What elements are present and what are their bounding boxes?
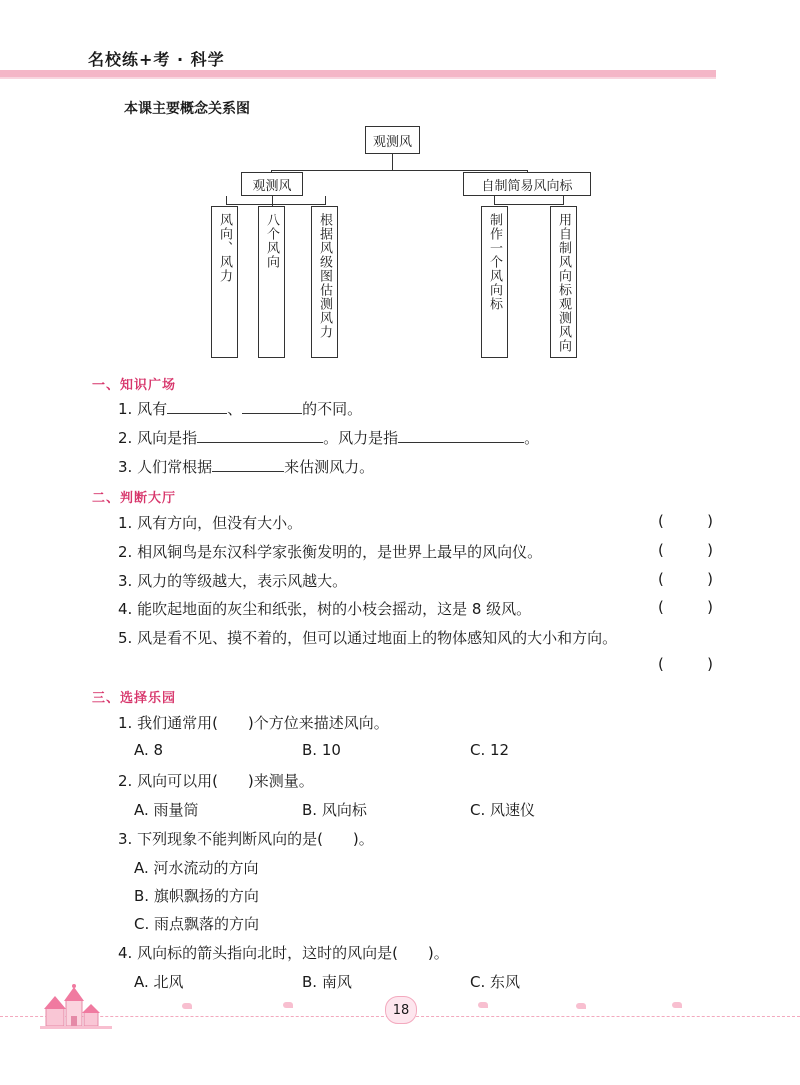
connector bbox=[563, 196, 564, 205]
connector bbox=[392, 154, 393, 170]
connector bbox=[272, 196, 273, 206]
choice-option[interactable]: A. 北风 bbox=[134, 973, 184, 991]
judge-question: 4. 能吹起地面的灰尘和纸张，树的小枝会摇动，这是 8 级风。 bbox=[118, 600, 532, 618]
answer-parens[interactable] bbox=[658, 570, 713, 588]
answer-blank[interactable] bbox=[167, 399, 227, 414]
answer-parens[interactable] bbox=[658, 512, 713, 530]
choice-option[interactable]: C. 12 bbox=[470, 741, 510, 759]
concept-leaf bbox=[211, 206, 238, 358]
fill-question-2 bbox=[118, 427, 539, 448]
answer-blank[interactable] bbox=[398, 428, 524, 443]
concept-leaf-text: 八个风向 bbox=[264, 213, 279, 269]
choice-question: 4. 风向标的箭头指向北时，这时的风向是( )。 bbox=[118, 944, 449, 962]
sprout-icon bbox=[478, 1002, 488, 1008]
judge-question: 2. 相风铜鸟是东汉科学家张衡发明的，是世界上最早的风向仪。 bbox=[118, 543, 543, 561]
concept-leaf-text: 根据风级图估测风力 bbox=[317, 213, 332, 339]
header-bar-shadow bbox=[0, 77, 716, 79]
paren-open: ( bbox=[658, 598, 664, 616]
concept-map-title: 本课主要概念关系图 bbox=[124, 101, 250, 117]
choice-question: 3. 下列现象不能判断风向的是( )。 bbox=[118, 830, 374, 848]
choice-option[interactable]: A. 河水流动的方向 bbox=[134, 859, 259, 877]
sprout-icon bbox=[672, 1002, 682, 1008]
header-title: 名校练+考 · 科学 bbox=[88, 50, 225, 69]
question-text: 来估测风力。 bbox=[284, 458, 375, 476]
choice-option[interactable]: A. 雨量筒 bbox=[134, 801, 199, 819]
choice-question: 2. 风向可以用( )来测量。 bbox=[118, 772, 314, 790]
judge-question: 3. 风力的等级越大，表示风越大。 bbox=[118, 572, 348, 590]
choice-option[interactable]: B. 风向标 bbox=[302, 801, 367, 819]
connector bbox=[226, 196, 227, 204]
paren-close: ) bbox=[707, 541, 713, 559]
section-title: 三、选择乐园 bbox=[92, 691, 177, 706]
judge-question: 5. 风是看不见、摸不着的，但可以通过地面上的物体感知风的大小和方向。 bbox=[118, 629, 618, 647]
page-number: 18 bbox=[385, 996, 417, 1024]
question-text: 、 bbox=[227, 400, 243, 418]
sprout-icon bbox=[283, 1002, 293, 1008]
question-text: 2. 风向是指 bbox=[118, 429, 198, 447]
answer-parens[interactable] bbox=[658, 598, 713, 616]
question-text: 3. 人们常根据 bbox=[118, 458, 213, 476]
paren-close: ) bbox=[707, 570, 713, 588]
choice-option[interactable]: A. 8 bbox=[134, 741, 164, 759]
connector bbox=[494, 196, 495, 204]
connector bbox=[325, 196, 326, 205]
concept-leaf bbox=[311, 206, 338, 358]
header-bar bbox=[0, 70, 716, 77]
concept-leaf bbox=[258, 206, 285, 358]
sprout-icon bbox=[182, 1003, 192, 1009]
question-text: 。风力是指 bbox=[323, 429, 399, 447]
concept-leaf-text: 制作一个风向标 bbox=[487, 213, 502, 311]
fill-question-1 bbox=[118, 398, 362, 419]
concept-leaf-text: 风向、风力 bbox=[217, 213, 232, 283]
section-title: 二、判断大厅 bbox=[92, 491, 177, 506]
concept-branch-observe: 观测风 bbox=[241, 172, 303, 196]
concept-root: 观测风 bbox=[365, 126, 420, 154]
section-title: 一、知识广场 bbox=[92, 378, 177, 393]
choice-option[interactable]: B. 10 bbox=[302, 741, 341, 759]
choice-option[interactable]: B. 旗帜飘扬的方向 bbox=[134, 887, 259, 905]
concept-leaf bbox=[550, 206, 577, 358]
answer-blank[interactable] bbox=[197, 428, 323, 443]
paren-open: ( bbox=[658, 570, 664, 588]
paren-open: ( bbox=[658, 655, 664, 673]
choice-option[interactable]: C. 风速仪 bbox=[470, 801, 536, 819]
paren-open: ( bbox=[658, 512, 664, 530]
concept-leaf bbox=[481, 206, 508, 358]
sprout-icon bbox=[576, 1003, 586, 1009]
choice-option[interactable]: C. 雨点飘落的方向 bbox=[134, 915, 260, 933]
question-text: 1. 风有 bbox=[118, 400, 168, 418]
answer-blank[interactable] bbox=[242, 399, 302, 414]
castle-icon bbox=[40, 984, 112, 1030]
paren-close: ) bbox=[707, 598, 713, 616]
answer-parens[interactable] bbox=[658, 541, 713, 559]
question-text: 。 bbox=[524, 429, 540, 447]
choice-option[interactable]: B. 南风 bbox=[302, 973, 352, 991]
choice-option[interactable]: C. 东风 bbox=[470, 973, 521, 991]
judge-question: 1. 风有方向，但没有大小。 bbox=[118, 514, 303, 532]
concept-leaf-text: 用自制风向标观测风向 bbox=[556, 213, 571, 353]
concept-branch-make-vane: 自制简易风向标 bbox=[463, 172, 591, 196]
paren-close: ) bbox=[707, 512, 713, 530]
paren-open: ( bbox=[658, 541, 664, 559]
answer-parens[interactable] bbox=[658, 655, 713, 673]
fill-question-3 bbox=[118, 456, 374, 477]
question-text: 的不同。 bbox=[302, 400, 363, 418]
answer-blank[interactable] bbox=[212, 457, 284, 472]
paren-close: ) bbox=[707, 655, 713, 673]
choice-question: 1. 我们通常用( )个方位来描述风向。 bbox=[118, 714, 389, 732]
